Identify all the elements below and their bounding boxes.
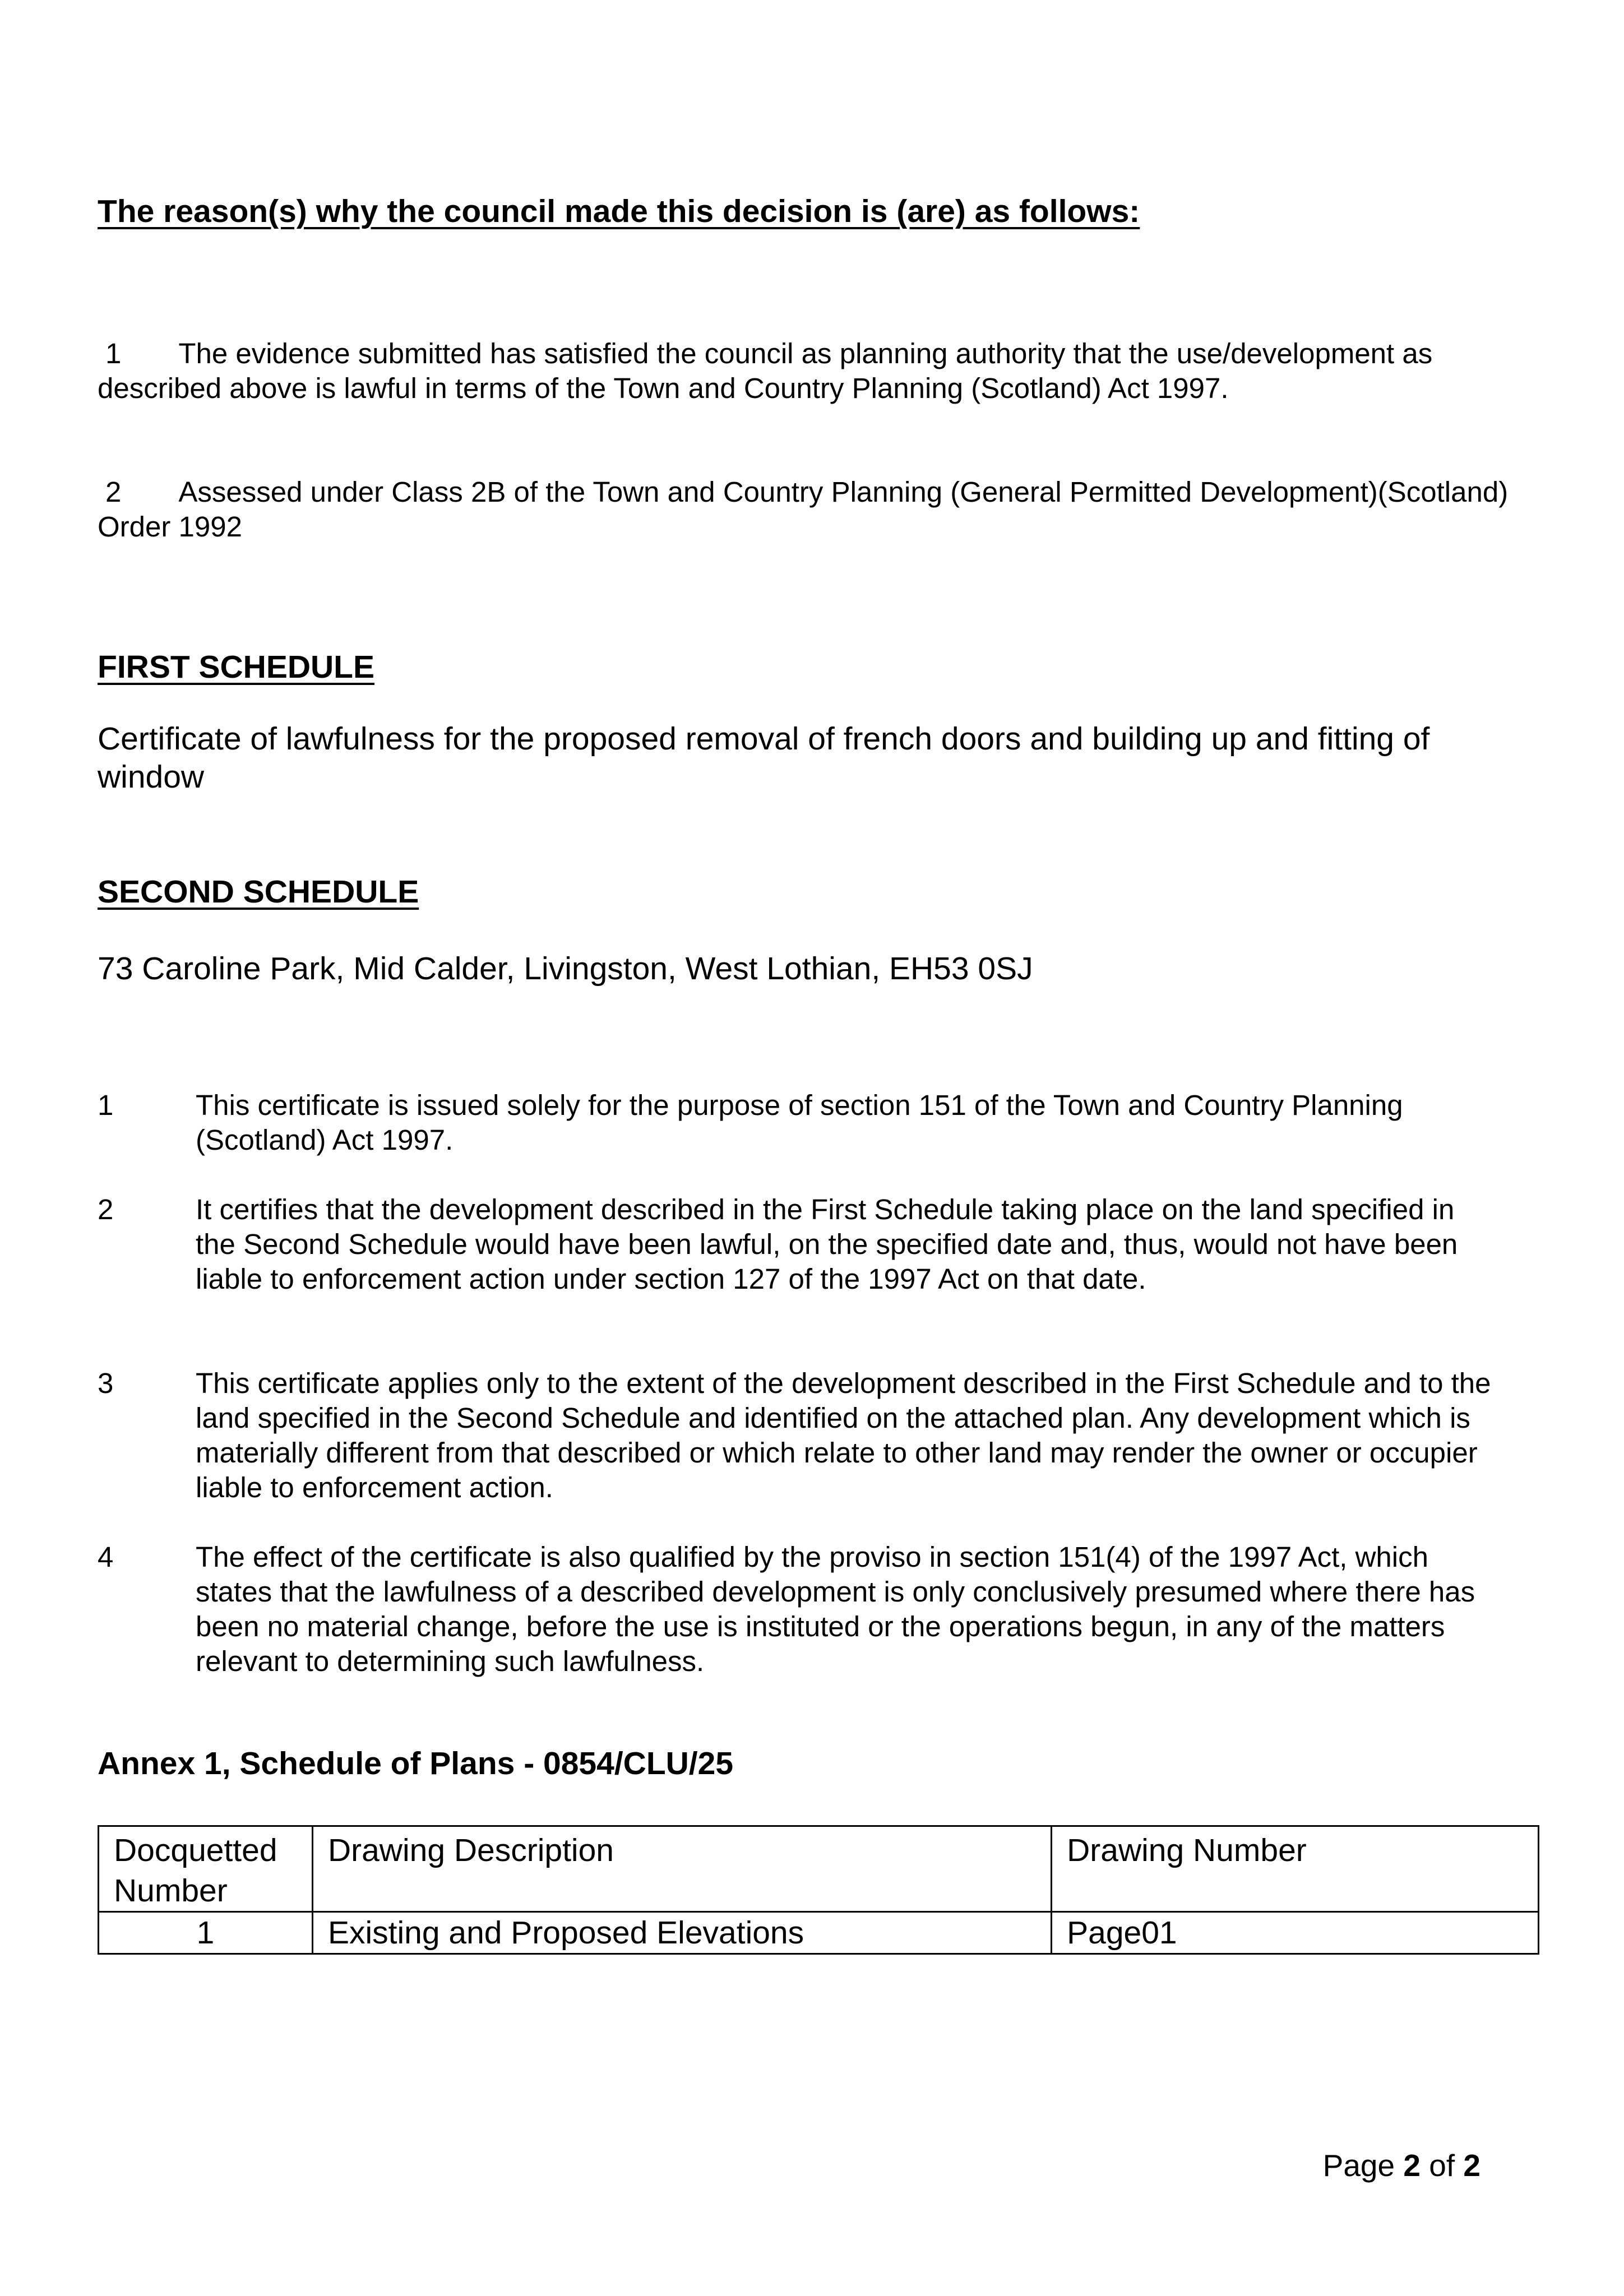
reason-number: 2 [105,476,122,508]
of-word: of [1429,2148,1455,2183]
note-text-1: This certificate is issued solely for the purpose of section 151 of the Town and Country Planning (Scotland) Act 1997. [196,1089,1403,1156]
reason-text: The evidence submitted has satisfied the council as planning authority that the use/development as described above is lawful in terms of the Town and Country Planning (Scotland) Act 1997. [98,337,1441,404]
note-text-2: It certifies that the development described in the First Schedule taking place on the land specified in the Second Schedule would have been lawful, on the specified date and, thus, would not have been liable to enforcement action under section 127 of the 1997 Act on that date. [196,1193,1458,1295]
note-number-3: 3 [98,1367,114,1399]
note-number-4: 4 [98,1541,114,1573]
current-page: 2 [1403,2148,1421,2183]
reason-item-1 [98,336,1510,406]
total-pages: 2 [1463,2148,1480,2183]
table-row [99,1912,1539,1954]
note-text-3: This certificate applies only to the extent of the development described in the First Schedule and to the land specified in the Second Schedule and identified on the attached plan. Any development which is materially different from that described or which relate to other land may render the owner or occupier liable to enforcement action. [196,1367,1491,1503]
drawing-description-cell: Existing and Proposed Elevations [312,1912,1051,1954]
column-header-drawing-number: Drawing Number [1052,1826,1539,1912]
reason-number: 1 [105,337,122,369]
first-schedule-text: Certificate of lawfulness for the proposed removal of french doors and building up and fitting of window [98,721,1430,795]
second-schedule-heading: SECOND SCHEDULE [98,874,419,910]
column-header-drawing-description: Drawing Description [312,1826,1051,1912]
note-number-2: 2 [98,1193,114,1225]
reasons-heading: The reason(s) why the council made this decision is (are) as follows: [98,193,1140,229]
page-number [1323,2147,1480,2184]
drawing-number-cell: Page01 [1052,1912,1539,1954]
second-schedule-address: 73 Caroline Park, Mid Calder, Livingston, West Lothian, EH53 0SJ [98,951,1033,987]
annex-title: Annex 1, Schedule of Plans - 0854/CLU/25 [98,1746,734,1781]
column-header-docquetted-number: Docquetted Number [99,1826,313,1912]
reason-text: Assessed under Class 2B of the Town and Country Planning (General Permitted Development)(Scotland) Order 1992 [98,476,1516,543]
page-word: Page [1322,2148,1395,2183]
first-schedule-heading: FIRST SCHEDULE [98,649,375,685]
table-header-row [99,1826,1539,1912]
note-number-1: 1 [98,1089,114,1121]
docquetted-number-cell: 1 [99,1912,313,1954]
plans-table [98,1825,1539,1955]
reason-item-2 [98,475,1516,544]
note-text-4: The effect of the certificate is also qualified by the proviso in section 151(4) of the 1997 Act, which states that the lawfulness of a described development is only conclusively presumed where there has been no material change, before the use is instituted or the operations begun, in any of the matters relevant to determining such lawfulness. [196,1541,1475,1677]
